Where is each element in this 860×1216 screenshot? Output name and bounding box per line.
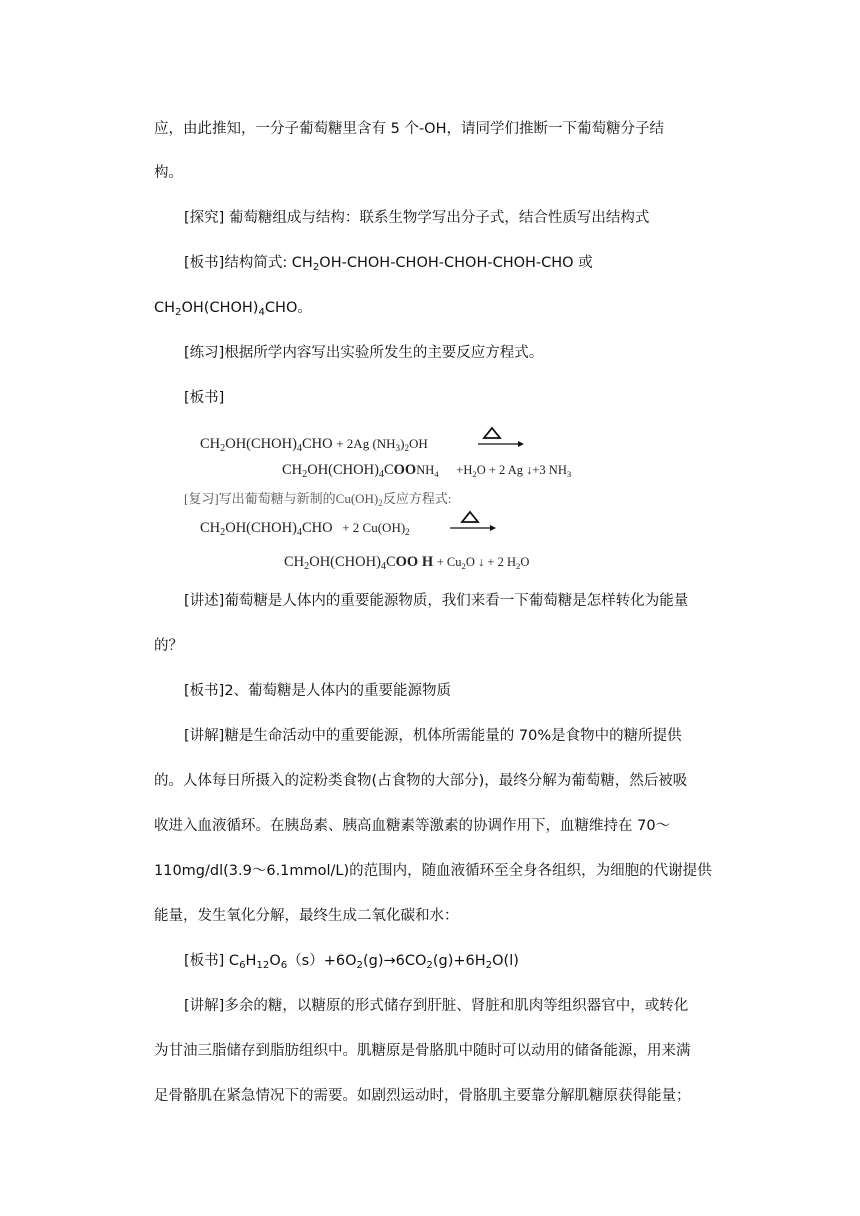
board-label: [板书] — [184, 390, 225, 406]
paragraph-line: 构。 — [154, 165, 183, 181]
exercise-heading: [练习]根据所学内容写出实验所发生的主要反应方程式。 — [184, 345, 544, 361]
paragraph-line: 为甘油三脂储存到脂肪组织中。肌糖原是骨胳肌中随时可以动用的储备能源，用来满 — [154, 1043, 691, 1059]
board-structural-formula: [板书]结构简式: $CH_2OH-CHOH-CHOH-CHOH-CHOH$-CHO 或 — [184, 255, 593, 273]
equation-1-products: $CH_2OH(CHOH)_4COONH_4 +H_2O + 2$ Ag ↓+3 $NH_3$ — [282, 462, 572, 480]
condensed-formula: $CH_2OH(CHOH)_4CHO$。 — [154, 300, 312, 318]
board-oxidation-equation: [板书] $C_6H_{12}O_6(s)+6O_2(g)\to 6CO_2(g)+6H_2O(l)$ — [184, 953, 519, 971]
paragraph-line: 的？ — [154, 638, 183, 654]
review-heading: [复习]写出葡萄糖与新制的$Cu(OH)_2$反应方程式: — [184, 491, 452, 508]
board-heading-energy: [板书]2、葡萄糖是人体内的重要能源物质 — [184, 683, 452, 699]
paragraph-line: 的。人体每日所摄入的淀粉类食物(占食物的大部分)，最终分解为葡萄糖，然后被吸 — [154, 773, 688, 789]
lecture-heading: [讲述]葡萄糖是人体内的重要能源物质，我们来看一下葡萄糖是怎样转化为能量 — [184, 593, 689, 609]
paragraph-line: 收进入血液循环。在胰岛素、胰高血糖素等激素的协调作用下，血糖维持在 70～ — [154, 818, 671, 834]
delta-heat-icon — [478, 426, 524, 448]
paragraph-line: 应，由此推知，一分子葡萄糖里含有 5 个-OH，请同学们推断一下葡萄糖分子结 — [154, 121, 664, 137]
equation-2-reactants: $CH_2OH(CHOH)_4CHO + 2$ $Cu(OH)_2$ — [200, 520, 410, 538]
reaction-arrow-icon — [450, 510, 496, 532]
paragraph-line: 能量，发生氧化分解，最终生成二氧化碳和水： — [154, 908, 459, 924]
paragraph-line: [讲解]多余的糖，以糖原的形式储存到肝脏、肾脏和肌肉等组织器官中，或转化 — [184, 998, 689, 1014]
equation-2-products: $CH_2OH(CHOH)_4COO$ $H + Cu_2O$ ↓ + 2 $H_2O$ — [284, 554, 530, 572]
inquiry-heading: [探究] 葡萄糖组成与结构：联系生物学写出分子式，结合性质写出结构式 — [184, 210, 650, 226]
paragraph-line: 足骨骼肌在紧急情况下的需要。如剧烈运动时，骨胳肌主要靠分解肌糖原获得能量； — [154, 1088, 691, 1104]
paragraph-line: [讲解]糖是生命活动中的重要能源，机体所需能量的 70%是食物中的糖所提供 — [184, 728, 682, 744]
paragraph-line: 110mg/dl(3.9～6.1mmol/L)的范围内，随血液循环至全身各组织，为细胞的代谢提供 — [154, 863, 712, 879]
equation-1-reactants: $CH_2OH(CHOH)_4CHO + 2Ag$ $(NH_3)_2OH$ — [200, 436, 428, 454]
